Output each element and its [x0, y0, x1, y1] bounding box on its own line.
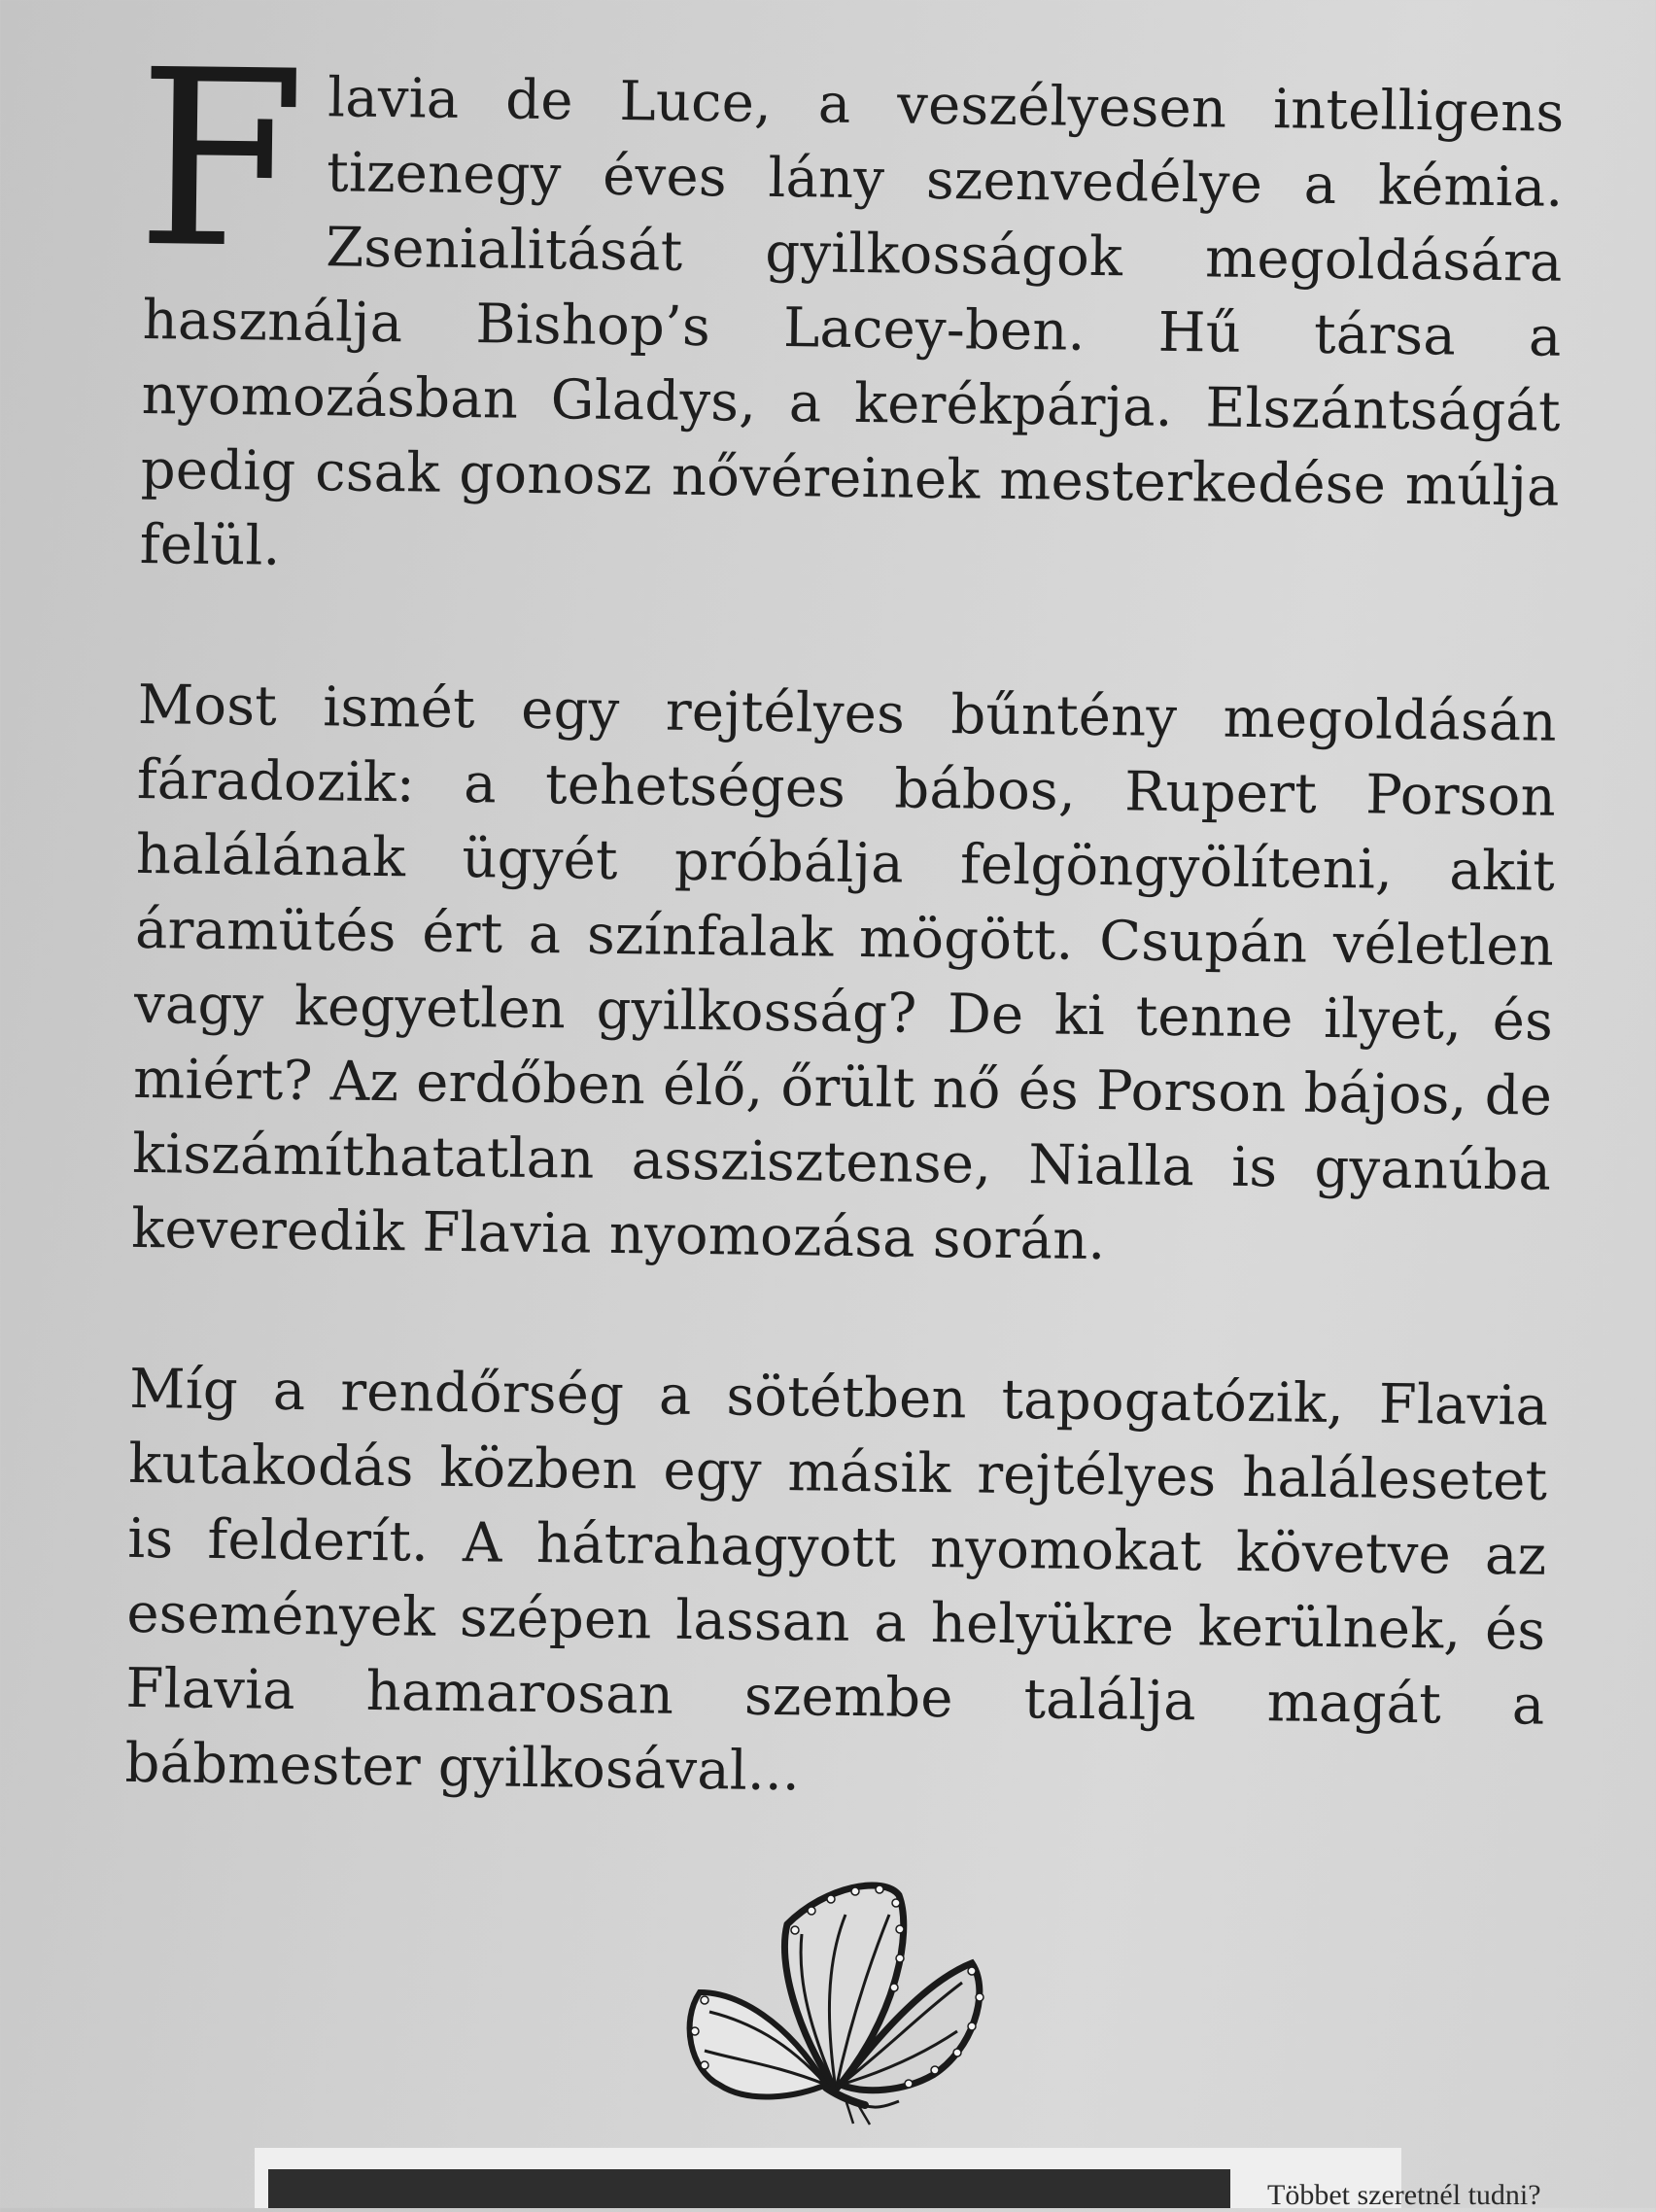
paragraph-intro	[134, 17, 1565, 600]
bottom-dark-stripe	[268, 2169, 1230, 2208]
drop-cap: F	[134, 17, 308, 303]
paragraph-investigation: Míg a rendőrség a sötétben tapogatózik, Flavia kutakodás közben egy másik rejtélyes halálesetet is felderít. A hátrahagyott nyomokat követve az események szépen lassan a helyükre kerülnek, és Flavia hamarosan szembe találja magát a bábmester gyilkosával...	[124, 1357, 1549, 1804]
more-info-text: Többet szeretnél tudni?	[1267, 2179, 1541, 2211]
bottom-banner	[255, 2148, 1541, 2211]
butterfly-icon	[680, 1876, 1001, 2128]
blurb-text	[123, 17, 1565, 1904]
paragraph-intro-text: lavia de Luce, a veszélyesen intelligens tizenegy éves lány szenvedélye a kémia. Zsenialitását gyilkosságok megoldására használja Bishop’s Lacey-ben. Hű társa a nyomozásban Gladys, a kerékpárja. Elszántságát pedig csak gonosz nővéreinek mesterkedése múlja felül.	[139, 66, 1565, 578]
paragraph-crime: Most ismét egy rejtélyes bűntény megoldásán fáradozik: a tehetséges bábos, Rupert Porson halálának ügyét próbálja felgöngyölíteni, akit áramütés ért a színfalak mögött. Csupán véletlen vagy kegyetlen gyilkosság? De ki tenne ilyet, és miért? Az erdőben élő, őrült nő és Porson bájos, de kiszámíthatatlan asszisztense, Nialla is gyanúba keveredik Flavia nyomozása során.	[130, 673, 1558, 1273]
